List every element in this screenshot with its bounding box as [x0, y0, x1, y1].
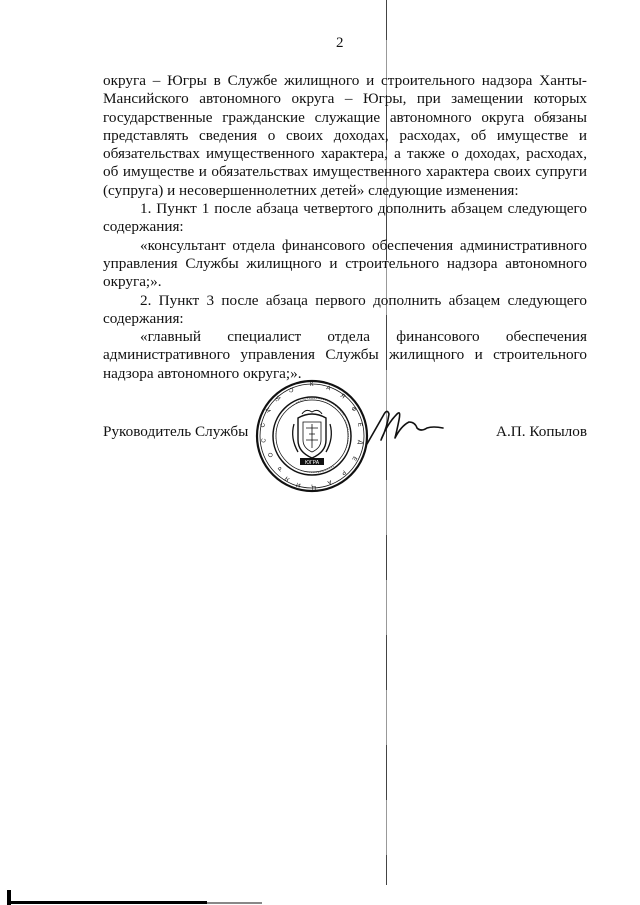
document-body	[103, 72, 587, 383]
paragraph-intro: округа – Югры в Службе жилищного и строительного надзора Ханты-Мансийского автономного округа – Югры, при замещении которых государственные гражданские служащие автономного округа обязаны представлять сведения о своих доходах, расходах, об имуществе и обязательствах имущественного характера, а также о доходах, расходах, об имуществе и обязательствах имущественного характера своих супруги (супруга) и несовершеннолетних детей» следующие изменения:	[103, 72, 587, 199]
svg-text:Р: Р	[277, 466, 285, 474]
svg-text:Е: Е	[356, 422, 363, 428]
scan-artifact-bottom-edge	[7, 901, 207, 904]
svg-text:И: И	[295, 480, 302, 488]
paragraph-item-1: 1. Пункт 1 после абзаца четвертого дополнить абзацем следующего содержания:	[103, 200, 587, 236]
signatory-position: Руководитель Службы	[103, 423, 249, 440]
svg-text:Д: Д	[356, 439, 363, 445]
svg-text:Ц: Ц	[311, 484, 316, 490]
svg-text:А: А	[326, 478, 333, 486]
svg-text:Я: Я	[284, 474, 292, 483]
svg-text:Ф: Ф	[349, 406, 357, 413]
svg-text:С: С	[288, 385, 295, 393]
handwritten-signature-icon	[365, 400, 445, 450]
official-stamp-icon	[254, 378, 370, 494]
scan-artifact-bottom-edge-faint	[207, 902, 262, 904]
svg-text:К: К	[310, 382, 314, 388]
svg-text:Р: Р	[339, 468, 347, 476]
svg-text:Е: Е	[350, 455, 358, 462]
svg-text:ЮГРА: ЮГРА	[304, 460, 320, 466]
svg-text:Я: Я	[338, 392, 346, 401]
paragraph-item-1-text: «консультант отдела финансового обеспечения административного управления Службы жилищного и строительного надзора автономного округа;».	[103, 236, 587, 291]
svg-text:Й: Й	[275, 393, 283, 402]
svg-text:И: И	[265, 406, 273, 413]
signatory-name: А.П. Копылов	[496, 423, 587, 440]
paragraph-item-2-text: «главный специалист отдела финансового обеспечения административного управления Службы жилищного и строительного надзора автономного округа;».	[103, 328, 587, 382]
svg-text:А: А	[325, 385, 332, 393]
paragraph-item-2: 2. Пункт 3 после абзаца первого дополнить абзацем следующего содержания:	[103, 291, 587, 327]
svg-text:С: С	[260, 422, 267, 428]
page-number: 2	[336, 35, 344, 51]
svg-text:О: О	[267, 451, 276, 459]
svg-text:С: С	[261, 438, 268, 444]
